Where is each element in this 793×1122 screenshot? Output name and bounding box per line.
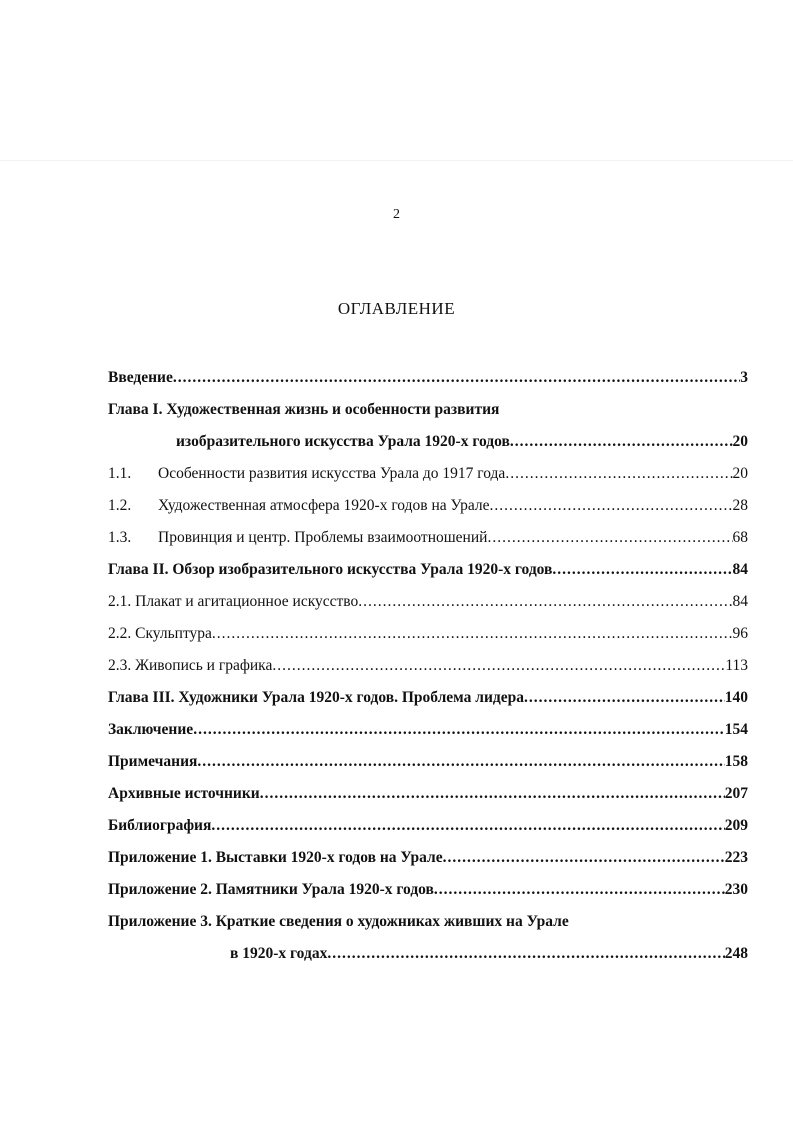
toc-entry-label: Архивные источники <box>108 785 260 802</box>
toc-entry-label: Примечания <box>108 753 198 770</box>
dot-leader <box>552 554 732 586</box>
toc-entry-appendix-3-line-2[interactable] <box>108 938 748 970</box>
toc-entry-page: 248 <box>724 945 748 962</box>
dot-leader <box>173 362 740 394</box>
toc-entry-page: 154 <box>724 721 748 738</box>
toc-entry-page: 3 <box>740 369 748 386</box>
toc-entry-conclusion[interactable] <box>108 714 748 746</box>
section-number: 1.1. <box>108 465 132 482</box>
toc-entry-page: 84 <box>732 561 748 578</box>
dot-leader <box>443 842 725 874</box>
toc-entry-archives[interactable] <box>108 778 748 810</box>
toc-entry-appendix-2[interactable] <box>108 874 748 906</box>
dot-leader <box>260 778 725 810</box>
toc-entry-section-2-1[interactable] <box>108 586 748 618</box>
toc-entry-page: 113 <box>725 657 748 674</box>
toc-entry-page: 20 <box>732 465 748 482</box>
toc-entry-page: 140 <box>724 689 748 706</box>
dot-leader <box>490 490 733 522</box>
toc-entry-page: 68 <box>732 529 748 546</box>
toc-entry-label: в 1920-х годах <box>230 945 328 962</box>
dot-leader <box>524 682 725 714</box>
toc-entry-label: Приложение 1. Выставки 1920-х годов на Урале <box>108 849 443 866</box>
toc-entry-label: 2.1. Плакат и агитационное искусство <box>108 593 359 610</box>
toc-entry-page: 209 <box>724 817 748 834</box>
toc-entry-page: 207 <box>724 785 748 802</box>
toc-entry-section-1-2[interactable] <box>108 490 748 522</box>
dot-leader <box>487 522 732 554</box>
toc-entry-label: Приложение 3. Краткие сведения о художниках живших на Урале <box>108 913 569 930</box>
toc-entry-label: Провинция и центр. Проблемы взаимоотношений <box>158 529 488 546</box>
dot-leader <box>510 426 733 458</box>
scan-edge <box>0 160 793 161</box>
toc-entry-appendix-1[interactable] <box>108 842 748 874</box>
toc-entry-notes[interactable] <box>108 746 748 778</box>
table-of-contents <box>108 362 748 970</box>
toc-entry-label: Приложение 2. Памятники Урала 1920-х годов <box>108 881 434 898</box>
page-number: 2 <box>393 207 400 222</box>
toc-entry-page: 20 <box>732 433 748 450</box>
dot-leader <box>212 618 733 650</box>
toc-entry-section-1-1[interactable] <box>108 458 748 490</box>
toc-entry-bibliography[interactable] <box>108 810 748 842</box>
toc-entry-label: Глава I. Художественная жизнь и особенности развития <box>108 401 500 418</box>
toc-entry-label: 2.2. Скульптура <box>108 625 212 642</box>
toc-entry-page: 28 <box>732 497 748 514</box>
dot-leader <box>193 714 725 746</box>
toc-entry-chapter-2[interactable] <box>108 554 748 586</box>
dot-leader <box>272 650 725 682</box>
toc-entry-section-2-3[interactable] <box>108 650 748 682</box>
toc-entry-section-2-2[interactable] <box>108 618 748 650</box>
toc-entry-label: Глава III. Художники Урала 1920-х годов. Проблема лидера <box>108 689 524 706</box>
section-number: 1.2. <box>108 497 132 514</box>
toc-entry-page: 223 <box>724 849 748 866</box>
toc-entry-label: Введение <box>108 369 173 386</box>
toc-entry-label: изобразительного искусства Урала 1920-х годов <box>176 433 510 450</box>
dot-leader <box>434 874 725 906</box>
toc-entry-page: 158 <box>724 753 748 770</box>
toc-entry-page: 84 <box>732 593 748 610</box>
toc-entry-page: 96 <box>732 625 748 642</box>
section-number: 1.3. <box>108 529 132 546</box>
toc-entry-chapter-1-line-2[interactable] <box>108 426 748 458</box>
toc-entry-label: Глава II. Обзор изобразительного искусства Урала 1920-х годов <box>108 561 553 578</box>
toc-entry-label: Заключение <box>108 721 194 738</box>
toc-entry-appendix-3-line-1[interactable] <box>108 906 748 938</box>
dot-leader <box>327 938 724 970</box>
toc-entry-intro[interactable] <box>108 362 748 394</box>
dot-leader <box>211 810 724 842</box>
toc-entry-label: 2.3. Живопись и графика <box>108 657 273 674</box>
toc-entry-chapter-3[interactable] <box>108 682 748 714</box>
toc-entry-label: Художественная атмосфера 1920-х годов на Урале <box>158 497 490 514</box>
dot-leader <box>358 586 732 618</box>
dot-leader <box>197 746 724 778</box>
dot-leader <box>505 458 732 490</box>
toc-entry-label: Особенности развития искусства Урала до 1917 года <box>158 465 506 482</box>
toc-entry-page: 230 <box>724 881 748 898</box>
toc-entry-label: Библиография <box>108 817 212 834</box>
toc-entry-chapter-1-line-1[interactable] <box>108 394 748 426</box>
page-title: ОГЛАВЛЕНИЕ <box>337 299 456 318</box>
toc-entry-section-1-3[interactable] <box>108 522 748 554</box>
